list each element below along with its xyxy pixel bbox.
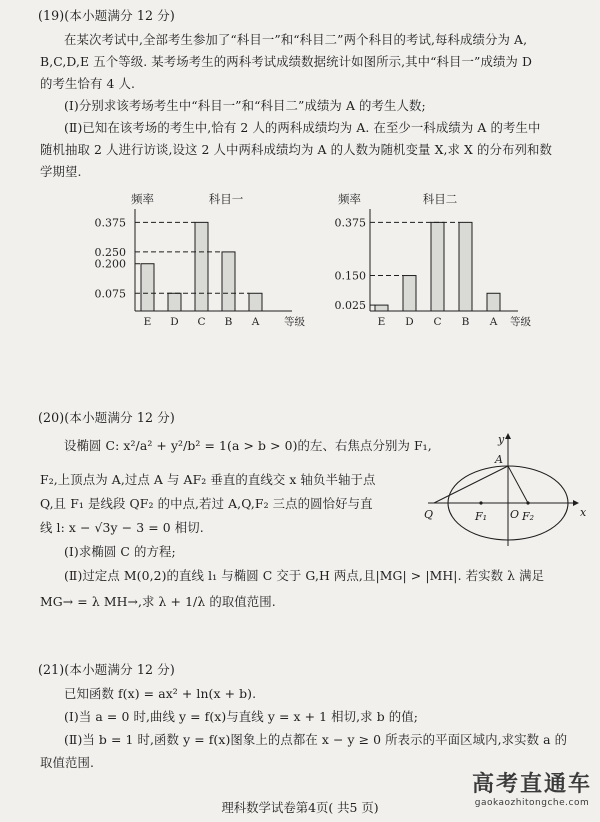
q20-line-3: Q,且 F₁ 是线段 QF₂ 的中点,若过 A,Q,F₂ 三点的圆恰好与直 [40, 496, 373, 511]
label-f1: F₁ [475, 510, 488, 523]
watermark-title: 高考直通车 [471, 772, 592, 797]
chart-ylabel: 频率 [131, 192, 154, 206]
watermark-url: gaokaozhitongche.com [474, 798, 590, 808]
watermark [472, 767, 592, 808]
q20-line-6: (Ⅱ)过定点 M(0,2)的直线 l₁ 与椭圆 C 交于 G,H 两点,且|MG| > |MH|. 若实数 λ 满足 [64, 568, 545, 583]
category-label: A [489, 316, 498, 328]
q20-line-1: 设椭圆 C: x²/a² + y²/b² = 1(a > b > 0)的左、右焦点分别为 F₁, [64, 438, 432, 453]
bar-C [431, 222, 444, 311]
q19-line-6: 随机抽取 2 人进行访谈,设这 2 人中两科成绩均为 A 的人数为随机变量 X,求 X 的分布列和数 [40, 142, 552, 157]
q20-line-4: 线 l: x − √3y − 3 = 0 相切. [40, 520, 204, 535]
point-f1 [479, 501, 482, 504]
ytick-label: 0.375 [94, 216, 126, 230]
chart-title: 科目二 [422, 192, 458, 206]
q19-header: (19)(本小题满分 12 分) [38, 8, 175, 23]
q21-line-3: (Ⅱ)当 b = 1 时,函数 y = f(x)图象上的点都在 x − y ≥ 0 所表示的平面区域内,求实数 a 的 [64, 732, 568, 747]
q19-line-3: 的考生恰有 4 人. [40, 76, 136, 91]
q21-header: (21)(本小题满分 12 分) [38, 662, 175, 677]
q19-line-2: B,C,D,E 五个等级. 某考场考生的两科考试成绩数据统计如图所示,其中“科目一”成绩为 D [40, 54, 532, 69]
q19-line-1: 在某次考试中,全部考生参加了“科目一”和“科目二”两个科目的考试,每科成绩分为 A, [64, 32, 528, 47]
bar-E [375, 305, 388, 311]
bar-A [487, 293, 500, 311]
bar-C [195, 222, 208, 311]
label-o: O [510, 508, 520, 521]
q20-line-7: MG→ = λ MH→,求 λ + 1/λ 的取值范围. [40, 594, 276, 609]
q19-line-5: (Ⅱ)已知在该考场的考生中,恰有 2 人的两科成绩均为 A. 在至少一科成绩为 A 的考生中 [64, 120, 541, 135]
bar-A [249, 293, 262, 311]
ytick-label: 0.200 [94, 257, 126, 271]
bar-D [403, 276, 416, 311]
xaxis-unit-label: 等级 [284, 316, 305, 328]
ytick-label: 0.150 [334, 269, 366, 283]
label-x: x [580, 506, 587, 519]
chart-title: 科目一 [208, 192, 244, 206]
ytick-label: 0.025 [334, 299, 366, 313]
chart-subject-one [90, 185, 310, 335]
label-q: Q [424, 508, 434, 521]
bar-B [459, 222, 472, 311]
point-f2 [526, 501, 529, 504]
q21-line-4: 取值范围. [40, 755, 95, 770]
ytick-label: 0.375 [334, 216, 366, 230]
category-label: A [251, 316, 260, 328]
category-label: B [461, 316, 470, 328]
q20-header: (20)(本小题满分 12 分) [38, 410, 175, 425]
xaxis-unit-label: 等级 [510, 316, 531, 328]
q20-line-5: (Ⅰ)求椭圆 C 的方程; [64, 544, 176, 559]
label-y: y [498, 433, 505, 446]
category-label: E [377, 316, 386, 328]
line-qa [434, 466, 508, 503]
q21-line-1: 已知函数 f(x) = ax² + ln(x + b). [64, 686, 257, 701]
chart-ylabel: 频率 [338, 192, 361, 206]
bar-E [141, 264, 154, 311]
category-label: C [197, 316, 206, 328]
category-label: C [433, 316, 442, 328]
page-footer: 理科数学试卷第4页( 共5 页) [221, 800, 379, 815]
ellipse-figure [420, 428, 595, 548]
label-f2: F₂ [522, 510, 535, 523]
q19-line-4: (Ⅰ)分别求该考场考生中“科目一”和“科目二”成绩为 A 的考生人数; [64, 98, 426, 113]
label-a: A [495, 453, 503, 466]
category-label: D [405, 316, 414, 328]
bar-B [222, 252, 235, 311]
category-label: E [143, 316, 152, 328]
q20-line-2: F₂,上顶点为 A,过点 A 与 AF₂ 垂直的直线交 x 轴负半轴于点 [40, 472, 376, 487]
category-label: B [224, 316, 233, 328]
category-label: D [170, 316, 179, 328]
line-af2 [508, 466, 528, 503]
q21-line-2: (Ⅰ)当 a = 0 时,曲线 y = f(x)与直线 y = x + 1 相切,求 b 的值; [64, 709, 419, 724]
chart-subject-two [328, 185, 543, 335]
ytick-label: 0.250 [94, 245, 126, 259]
ytick-label: 0.075 [94, 287, 126, 301]
bar-D [168, 293, 181, 311]
q19-line-7: 学期望. [40, 164, 82, 179]
